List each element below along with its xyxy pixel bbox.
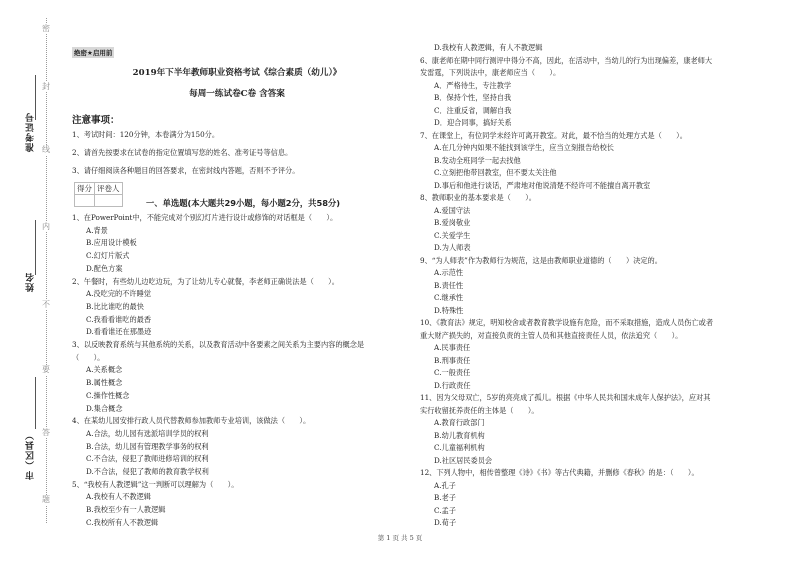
answer-option[interactable]: D.看看谁还在那墨迹 bbox=[86, 327, 152, 337]
page-title: 2019年下半年教师职业资格考试《综合素质（幼儿）》 bbox=[132, 68, 342, 78]
field-underline bbox=[35, 377, 36, 429]
question-stem: 1、在PowerPoint中，不能完成对个别幻灯片进行设计或修饰的对话框是（ ）。 bbox=[72, 213, 338, 222]
answer-option[interactable]: D.我校有人教逻辑，有人不教逻辑 bbox=[434, 43, 543, 52]
answer-option[interactable]: A.示范性 bbox=[434, 268, 464, 277]
seal-char: 题 bbox=[42, 495, 50, 504]
answer-option[interactable]: D.配色方案 bbox=[86, 263, 123, 273]
secret-tag: 绝密★启用前 bbox=[74, 49, 113, 57]
question-stem: （ ）。 bbox=[72, 352, 105, 362]
answer-option[interactable]: C.操作性概念 bbox=[86, 390, 130, 400]
answer-option[interactable]: B.老子 bbox=[434, 493, 456, 502]
seal-char: 要 bbox=[42, 365, 50, 374]
question-stem: 3、以反映教育系统与其他系统的关系，以及教育活动中各要素之间关系为主要内容的概念是 bbox=[72, 340, 365, 349]
answer-option[interactable]: A.关系概念 bbox=[86, 365, 123, 375]
answer-option[interactable]: B.应用设计模板 bbox=[86, 238, 137, 248]
answer-option[interactable]: A.在几分钟内如果不能找到该学生，应当立刻报告给校长 bbox=[434, 143, 614, 152]
exam-number-label: 准考证号 bbox=[26, 112, 36, 152]
notice-item: 3、请仔细阅读各种题目的回答要求，在密封线内答题，否则不予评分。 bbox=[72, 166, 300, 175]
question-stem: 5、“我校有人教逻辑”这一判断可以理解为（ ）。 bbox=[72, 479, 239, 489]
grader-header: 评卷人 bbox=[95, 183, 123, 195]
seal-char: 密 bbox=[42, 24, 50, 33]
answer-option[interactable]: D.为人师表 bbox=[434, 243, 471, 252]
district-label: 市（区县） bbox=[26, 430, 36, 480]
seal-char: 不 bbox=[42, 300, 50, 309]
answer-option[interactable]: A.我校有人不教逻辑 bbox=[86, 492, 151, 502]
score-cell[interactable] bbox=[75, 195, 95, 207]
score-table bbox=[74, 182, 123, 207]
answer-option[interactable]: D.事后和他进行谈话，严肃地对他说清楚不经许可不能擅自离开教室 bbox=[434, 180, 651, 190]
question-stem: 6、康老师在期中同行测评中得分不高，因此，在活动中，当幼儿的行为出现偏差，康老师大 bbox=[420, 55, 713, 65]
binding-margin bbox=[0, 0, 60, 565]
score-header: 得分 bbox=[75, 183, 95, 195]
answer-option[interactable]: B.幼儿教育机构 bbox=[434, 430, 485, 440]
question-stem: 10、《教育法》规定，明知校舍或者教育教学设施有危险，而不采取措施，造成人员伤亡或者 bbox=[420, 318, 714, 327]
question-stem: 实行收留抚养责任的主体是（ ）。 bbox=[420, 405, 539, 415]
notice-heading: 注意事项： bbox=[72, 115, 120, 126]
section-heading: 一、单选题(本大题共29小题，每小题2分，共58分) bbox=[146, 198, 341, 208]
seal-char: 内 bbox=[42, 222, 50, 231]
seal-char: 线 bbox=[42, 145, 50, 154]
question-stem: 重大财产损失的，对直接负责的主管人员和其他直接责任人员，依法追究（ ）。 bbox=[420, 330, 683, 340]
answer-option[interactable]: B.合法，幼儿园有管理教学事务的权利 bbox=[86, 441, 209, 451]
seal-char: 答 bbox=[42, 428, 50, 437]
answer-option[interactable]: C.一般责任 bbox=[434, 368, 471, 377]
answer-option[interactable]: B.属性概念 bbox=[86, 378, 123, 388]
answer-option[interactable]: C.幻灯片版式 bbox=[86, 251, 130, 261]
answer-option[interactable]: B.责任性 bbox=[434, 280, 464, 290]
notice-item: 2、请首先按要求在试卷的指定位置填写您的姓名、准考证号等信息。 bbox=[72, 148, 293, 157]
answer-option[interactable]: D.特殊性 bbox=[434, 305, 464, 315]
question-stem: 12、下列人物中，相传曾整理《诗》《书》等古代典籍，并删修《春秋》的是：（ ）。 bbox=[420, 468, 699, 477]
answer-option[interactable]: C．注重反省，调解自我 bbox=[434, 105, 512, 115]
answer-option[interactable]: C.立刻把他带回教室，但不要太关注他 bbox=[434, 168, 557, 177]
question-stem: 发雷霆，下列说法中，康老师应当（ ）。 bbox=[420, 68, 561, 77]
answer-option[interactable]: B.我校至少有一人教逻辑 bbox=[86, 505, 166, 515]
answer-option[interactable]: D.社区居民委员会 bbox=[434, 455, 493, 465]
answer-option[interactable]: A.教育行政部门 bbox=[434, 418, 485, 427]
question-stem: 9、“为人师表”作为教师行为规范，这是由教师职业道德的（ ）决定的。 bbox=[420, 255, 662, 265]
answer-option[interactable]: B．保持个性，坚持自我 bbox=[434, 93, 512, 102]
answer-option[interactable]: A．严格待生，专注教学 bbox=[434, 80, 512, 90]
answer-option[interactable]: C.我看看谁吃的最香 bbox=[86, 314, 152, 324]
page-footer: 第 1 页 共 5 页 bbox=[377, 534, 423, 542]
answer-option[interactable]: B.发动全班同学一起去找他 bbox=[434, 155, 521, 165]
answer-option[interactable]: C.孟子 bbox=[434, 505, 456, 515]
answer-option[interactable]: D.不合法，侵犯了教师的教育教学权利 bbox=[86, 467, 209, 476]
answer-option[interactable]: B.爱岗敬业 bbox=[434, 218, 471, 227]
question-stem: 7、在课堂上，有位同学未经许可离开教室。对此，最不恰当的处理方式是（ ）。 bbox=[420, 130, 687, 140]
name-label: 姓名 bbox=[26, 272, 36, 292]
seal-char: 封 bbox=[42, 82, 50, 91]
answer-option[interactable]: B.比比谁吃的最快 bbox=[86, 301, 144, 311]
page-subtitle: 每周一练试卷C卷 含答案 bbox=[189, 89, 285, 99]
answer-option[interactable]: C.儿童福利机构 bbox=[434, 443, 485, 452]
question-stem: 8、教师职业的基本要求是（ ）。 bbox=[420, 193, 536, 202]
answer-option[interactable]: D．迎合同事，搞好关系 bbox=[434, 118, 512, 127]
answer-option[interactable]: D.荀子 bbox=[434, 518, 457, 527]
answer-option[interactable]: C.不合法，侵犯了教师进修培训的权利 bbox=[86, 454, 209, 464]
answer-option[interactable]: A.合法，幼儿园有选派培训学员的权利 bbox=[86, 428, 209, 438]
answer-option[interactable]: A.民事责任 bbox=[434, 343, 471, 352]
seal-dotted-line bbox=[46, 18, 47, 523]
field-underline bbox=[35, 220, 36, 275]
grader-cell[interactable] bbox=[95, 195, 123, 207]
answer-option[interactable]: B.刑事责任 bbox=[434, 355, 471, 365]
answer-option[interactable]: C.继承性 bbox=[434, 293, 464, 302]
answer-option[interactable]: A.背景 bbox=[86, 225, 108, 235]
answer-option[interactable]: A.孔子 bbox=[434, 480, 456, 490]
question-stem: 2、午餐时，有些幼儿边吃边玩，为了让幼儿专心就餐，李老师正确说法是（ ）。 bbox=[72, 276, 339, 286]
answer-option[interactable]: A.没吃完的不许睡觉 bbox=[86, 289, 151, 299]
answer-option[interactable]: C.我校所有人不教逻辑 bbox=[86, 517, 159, 527]
answer-option[interactable]: D.行政责任 bbox=[434, 380, 471, 390]
notice-item: 1、考试时间：120分钟，本卷满分为150分。 bbox=[72, 130, 220, 139]
answer-option[interactable]: D.集合概念 bbox=[86, 403, 123, 413]
answer-option[interactable]: A.爱国守法 bbox=[434, 205, 471, 215]
question-stem: 11、因为父母双亡，5岁的亮亮成了孤儿。根据《中华人民共和国未成年人保护法》，应对其 bbox=[420, 393, 711, 402]
question-stem: 4、在某幼儿园安排行政人员代替教师参加教师专业培训，该做法（ ）。 bbox=[72, 416, 311, 426]
answer-option[interactable]: C.关爱学生 bbox=[434, 230, 471, 240]
